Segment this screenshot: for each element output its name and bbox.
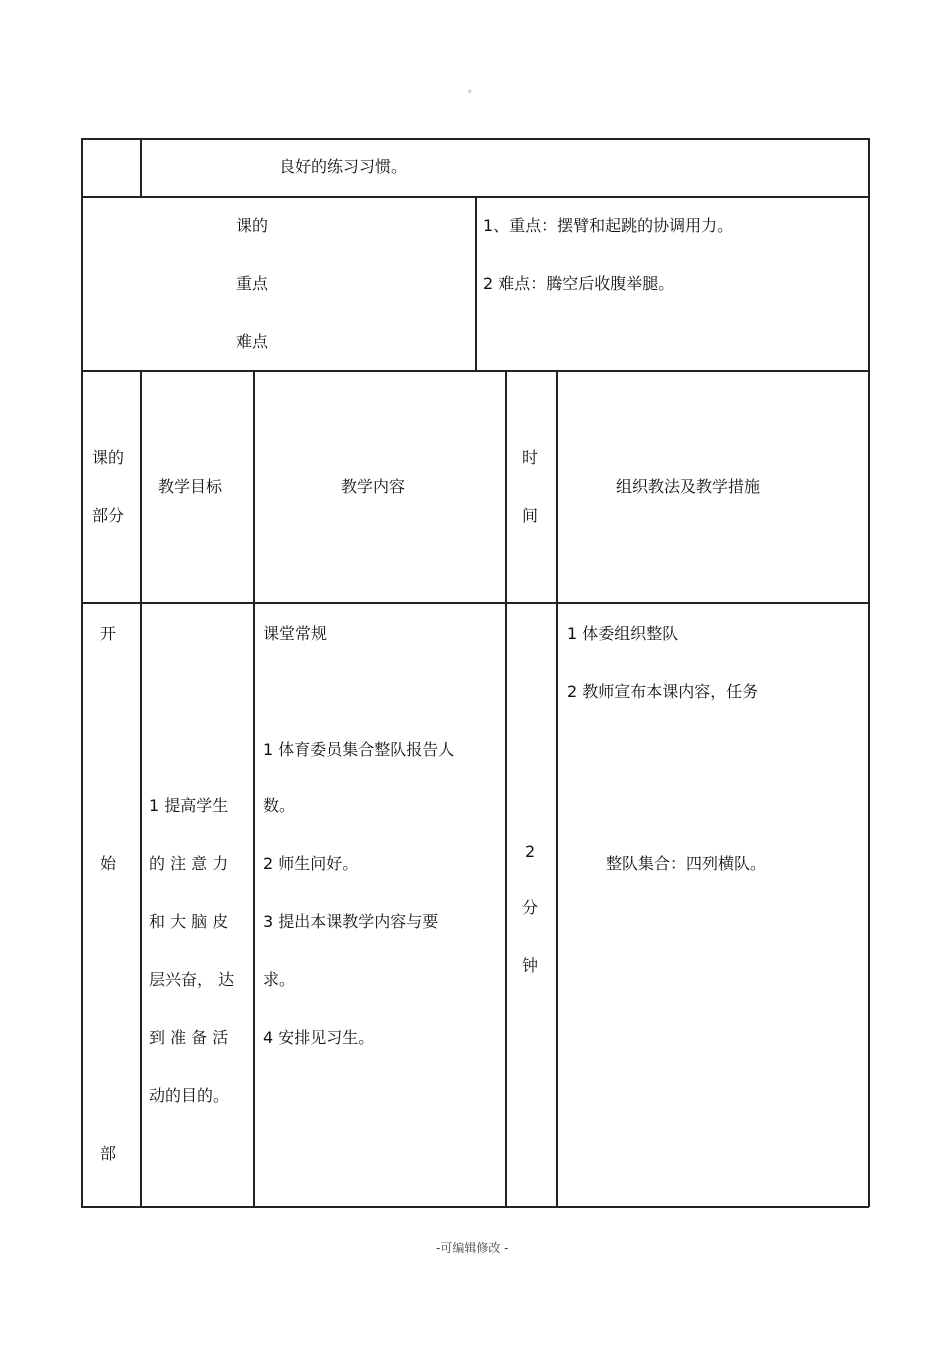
header-goal: 教学目标	[158, 477, 223, 496]
goal-line-5: 到 准 备 活	[149, 1028, 229, 1047]
content-line-7: 4 安排见习生。	[263, 1028, 375, 1047]
table-border-left	[81, 138, 83, 1207]
content-line-5: 3 提出本课教学内容与要	[263, 912, 439, 931]
content-line-2: 1 体育委员集合整队报告人	[263, 740, 455, 759]
content-line-3: 数。	[263, 796, 296, 815]
method-line-1: 1 体委组织整队	[567, 624, 679, 643]
goal-line-3: 和 大 脑 皮	[149, 912, 229, 931]
table-line-col-content	[253, 370, 255, 1207]
content-line-6: 求。	[263, 970, 296, 989]
table-border-top	[81, 138, 869, 140]
header-mark: 。	[468, 84, 478, 95]
table-line-row2	[81, 370, 869, 372]
header-part-line1: 课的	[92, 448, 125, 467]
table-line-col-method	[556, 370, 558, 1207]
table-line-col-goal	[140, 370, 142, 1207]
focus-label-line3: 难点	[236, 332, 269, 351]
method-line-3: 整队集合：四列横队。	[606, 854, 767, 873]
goal-line-6: 动的目的。	[149, 1086, 230, 1105]
focus-label-line2: 重点	[236, 274, 269, 293]
table-border-bottom	[81, 1206, 869, 1208]
goal-line-2: 的 注 意 力	[149, 854, 229, 873]
table-line-row2-col	[475, 196, 477, 370]
header-content: 教学内容	[341, 477, 406, 496]
content-line-4: 2 师生问好。	[263, 854, 359, 873]
header-part-line2: 部分	[92, 506, 125, 525]
time-char-1: 2	[525, 842, 536, 861]
focus-label-line1: 课的	[236, 216, 269, 235]
time-char-2: 分	[522, 898, 539, 917]
header-method: 组织教法及教学措施	[616, 477, 761, 496]
row1-text: 良好的练习习惯。	[279, 157, 408, 176]
table-line-col-time	[505, 370, 507, 1207]
key-point-text: 1、重点：摆臂和起跳的协调用力。	[483, 216, 734, 235]
time-char-3: 钟	[522, 956, 539, 975]
part-char-3: 部	[100, 1144, 117, 1163]
goal-line-1: 1 提高学生	[149, 796, 229, 815]
method-line-2: 2 教师宣布本课内容，任务	[567, 682, 759, 701]
part-char-2: 始	[100, 854, 117, 873]
table-border-right	[868, 138, 870, 1207]
table-line-header	[81, 602, 869, 604]
header-time-line2: 间	[522, 506, 539, 525]
goal-line-4: 层兴奋， 达	[149, 970, 235, 989]
content-line-1: 课堂常规	[263, 624, 328, 643]
page-footer: -可编辑修改 -	[436, 1241, 509, 1255]
difficulty-text: 2 难点：腾空后收腹举腿。	[483, 274, 675, 293]
header-time-line1: 时	[522, 448, 539, 467]
part-char-1: 开	[100, 624, 117, 643]
table-line-row1-col	[140, 138, 142, 196]
